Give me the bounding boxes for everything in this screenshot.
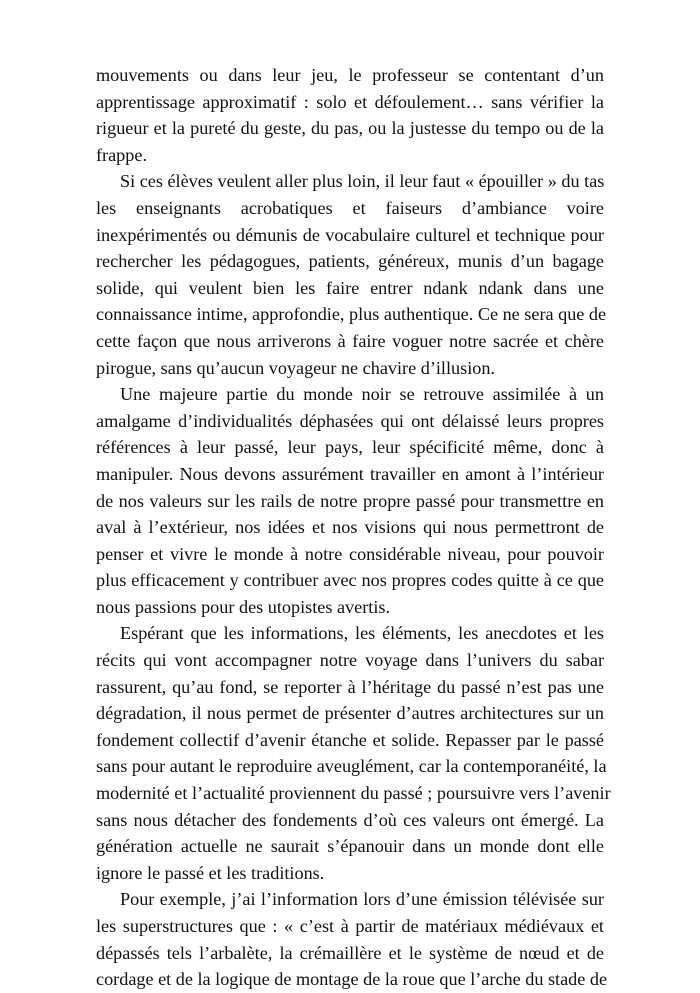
paragraph: [96, 168, 607, 381]
text-line: mouvements ou dans leur jeu, le professeur se contentant d’un: [96, 65, 604, 85]
text-line: dépassés tels l’arbalète, la crémaillère et le système de nœud et de: [96, 942, 604, 963]
text-line: penser et vivre le monde à notre considérable niveau, pour pouvoir: [96, 543, 604, 564]
text-line: références à leur passé, leur pays, leur spécificité même, donc à: [96, 437, 604, 458]
text-line: rigueur et la pureté du geste, du pas, ou la justesse du tempo ou de la: [96, 118, 604, 139]
paragraph: [96, 381, 604, 620]
text-line: pirogue, sans qu’aucun voyageur ne chavire d’illusion.: [96, 357, 495, 378]
text-line: ignore le passé et les traditions.: [96, 862, 325, 883]
text-line: Si ces élèves veulent aller plus loin, il leur faut « épouiller » du tas: [120, 171, 605, 192]
text-line: aval à l’extérieur, nos idées et nos visions qui nous permettront de: [96, 517, 604, 538]
text-line: inexpérimentés ou démunis de vocabulaire culturel et technique pour: [96, 224, 604, 245]
text-line: cordage et de la logique de montage de la roue que l’arche du stade de: [96, 969, 608, 990]
text-line: de nos valeurs sur les rails de notre propre passé pour transmettre en: [96, 490, 604, 511]
text-line: apprentissage approximatif : solo et défoulement… sans vérifier la: [96, 91, 604, 112]
text-line: nous passions pour des utopistes avertis.: [96, 596, 391, 617]
text-line: rassurent, qu’au fond, se reporter à l’héritage du passé n’est pas une: [96, 676, 604, 697]
paragraph: [96, 62, 604, 168]
text-line: manipuler. Nous devons assurément travailler en amont à l’intérieur: [96, 463, 604, 484]
text-line: fondement collectif d’avenir étanche et solide. Repasser par le passé: [96, 729, 604, 750]
document-page: [96, 62, 611, 993]
text-line: sans pour autant le reproduire aveuglément, car la contemporanéité, la: [96, 756, 607, 777]
paragraph: [96, 620, 611, 886]
text-line: frappe.: [96, 144, 147, 165]
text-line: cette façon que nous arriverons à faire voguer notre sacrée et chère: [96, 330, 604, 351]
text-line: les superstructures que : « c’est à partir de matériaux médiévaux et: [96, 916, 604, 936]
text-line: plus efficacement y contribuer avec nos propres codes quitte à ce que: [96, 570, 604, 591]
text-line: Une majeure partie du monde noir se retrouve assimilée à un: [120, 384, 604, 405]
text-line: modernité et l’actualité proviennent du passé ; poursuivre vers l’avenir: [96, 783, 611, 804]
text-line: sans nous détacher des fondements d’où ces valeurs ont émergé. La: [96, 809, 604, 830]
text-line: génération actuelle ne saurait s’épanouir dans un monde dont elle: [96, 836, 604, 857]
text-line: amalgame d’individualités déphasées qui ont délaissé leurs propres: [96, 410, 604, 431]
text-line: connaissance intime, approfondie, plus authentique. Ce ne sera que de: [96, 304, 607, 325]
text-line: Pour exemple, j’ai l’information lors d’une émission télévisée sur: [120, 889, 604, 910]
text-line: dégradation, il nous permet de présenter d’autres architectures sur un: [96, 703, 604, 724]
text-line: les enseignants acrobatiques et faiseurs d’ambiance voire: [96, 197, 604, 218]
text-line: récits qui vont accompagner notre voyage dans l’univers du sabar: [96, 650, 604, 671]
text-line: solide, qui veulent bien les faire entrer ndank ndank dans une: [96, 277, 604, 298]
text-line: rechercher les pédagogues, patients, généreux, munis d’un bagage: [96, 251, 604, 272]
paragraph: [96, 886, 608, 992]
text-line: Espérant que les informations, les éléments, les anecdotes et les: [120, 623, 604, 644]
